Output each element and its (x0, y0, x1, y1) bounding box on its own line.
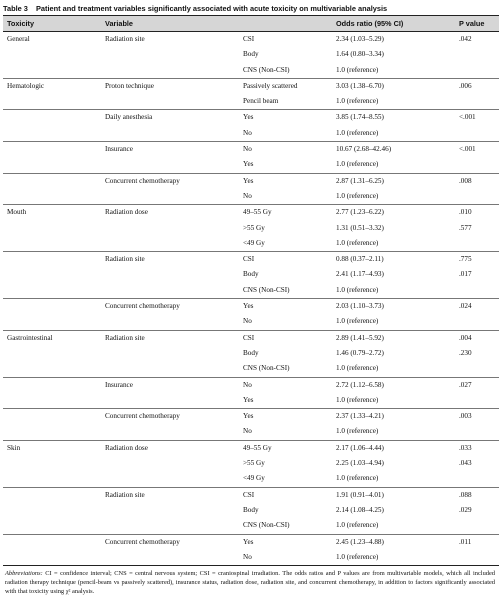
table-row (3, 63, 499, 78)
cell-p-value: .008 (459, 176, 472, 185)
table-number: Table 3 (3, 4, 28, 13)
cell-odds-ratio: 1.0 (reference) (336, 238, 379, 247)
cell-p-value: .006 (459, 81, 472, 90)
cell-p-value: .029 (459, 505, 472, 514)
cell-odds-ratio: 1.0 (reference) (336, 427, 379, 436)
table-row (3, 377, 499, 393)
table-row (3, 408, 499, 424)
table-row (3, 32, 499, 47)
cell-odds-ratio: 2.77 (1.23–6.22) (336, 208, 384, 217)
cell-odds-ratio: 1.64 (0.80–3.34) (336, 50, 384, 59)
table-row (3, 393, 499, 408)
cell-p-value: .017 (459, 270, 472, 279)
cell-toxicity: General (7, 35, 30, 43)
cell-p-value: <.001 (459, 113, 476, 122)
cell-p-value: .775 (459, 255, 472, 264)
table-figure (3, 2, 499, 596)
cell-odds-ratio: 10.67 (2.68–42.46) (336, 145, 392, 154)
footnote-lead: Abbreviations: (5, 570, 43, 578)
cell-level: Yes (243, 412, 254, 421)
cell-odds-ratio: 1.46 (0.79–2.72) (336, 348, 384, 357)
cell-level: >55 Gy (243, 459, 265, 468)
cell-level: >55 Gy (243, 223, 265, 232)
cell-odds-ratio: 2.87 (1.31–6.25) (336, 176, 384, 185)
cell-variable: Radiation dose (105, 208, 148, 217)
table-caption (3, 2, 499, 15)
table-row (3, 440, 499, 456)
cell-variable: Insurance (105, 380, 133, 389)
cell-level: Yes (243, 302, 254, 311)
cell-level: Body (243, 50, 259, 59)
cell-odds-ratio: 2.25 (1.03–4.94) (336, 459, 384, 468)
cell-variable: Radiation dose (105, 443, 148, 452)
cell-variable: Radiation site (105, 35, 145, 43)
cell-level: Body (243, 505, 259, 514)
cell-level: No (243, 552, 252, 561)
cell-odds-ratio: 2.34 (1.03–5.29) (336, 35, 384, 43)
cell-odds-ratio: 2.89 (1.41–5.92) (336, 333, 384, 342)
cell-level: 49–55 Gy (243, 443, 272, 452)
table-body (3, 32, 499, 565)
cell-level: CSI (243, 333, 255, 342)
cell-p-value: .042 (459, 35, 472, 43)
table-row (3, 173, 499, 189)
table-row (3, 78, 499, 94)
cell-variable: Radiation site (105, 255, 145, 264)
cell-level: <49 Gy (243, 238, 265, 247)
table-row (3, 534, 499, 550)
cell-level: CSI (243, 490, 255, 499)
table-row (3, 126, 499, 141)
cell-odds-ratio: 0.88 (0.37–2.11) (336, 255, 384, 264)
data-table (3, 15, 499, 566)
table-row (3, 361, 499, 376)
table-row (3, 346, 499, 361)
cell-level: No (243, 145, 252, 154)
cell-level: No (243, 128, 252, 137)
table-row (3, 424, 499, 439)
table-row (3, 298, 499, 314)
table-row (3, 267, 499, 282)
table-row (3, 314, 499, 329)
cell-level: Passively scattered (243, 81, 298, 90)
table-row (3, 109, 499, 125)
cell-level: No (243, 191, 252, 200)
cell-variable: Concurrent chemotherapy (105, 302, 180, 311)
cell-odds-ratio: 1.0 (reference) (336, 65, 379, 74)
header-odds-ratio: Odds ratio (95% CI) (336, 19, 404, 28)
cell-variable: Radiation site (105, 333, 145, 342)
table-row (3, 550, 499, 565)
cell-level: Yes (243, 113, 254, 122)
table-row (3, 251, 499, 267)
table-row (3, 189, 499, 204)
cell-variable: Radiation site (105, 490, 145, 499)
cell-level: Pencil beam (243, 97, 279, 106)
cell-level: 49–55 Gy (243, 208, 272, 217)
table-row (3, 94, 499, 109)
table-row (3, 456, 499, 471)
cell-level: No (243, 427, 252, 436)
table-row (3, 157, 499, 172)
cell-p-value: .027 (459, 380, 472, 389)
cell-odds-ratio: 2.03 (1.10–3.73) (336, 302, 384, 311)
cell-odds-ratio: 1.91 (0.91–4.01) (336, 490, 384, 499)
cell-odds-ratio: 2.41 (1.17–4.93) (336, 270, 384, 279)
cell-level: Body (243, 348, 259, 357)
cell-odds-ratio: 1.0 (reference) (336, 364, 379, 373)
cell-variable: Insurance (105, 145, 133, 154)
cell-p-value: .004 (459, 333, 472, 342)
cell-odds-ratio: 1.0 (reference) (336, 160, 379, 169)
header-toxicity: Toxicity (7, 19, 35, 28)
header-p-value: P value (459, 19, 485, 28)
cell-odds-ratio: 3.85 (1.74–8.55) (336, 113, 384, 122)
table-row (3, 487, 499, 503)
cell-p-value: .043 (459, 459, 472, 468)
cell-toxicity: Hematologic (7, 81, 45, 90)
table-row (3, 221, 499, 236)
table-row (3, 283, 499, 298)
cell-p-value: .003 (459, 412, 472, 421)
cell-odds-ratio: 1.0 (reference) (336, 191, 379, 200)
cell-odds-ratio: 1.0 (reference) (336, 552, 379, 561)
table-row (3, 236, 499, 251)
cell-variable: Concurrent chemotherapy (105, 412, 180, 421)
cell-level: CSI (243, 35, 255, 43)
cell-variable: Concurrent chemotherapy (105, 176, 180, 185)
cell-variable: Proton technique (105, 81, 154, 90)
table-footnote (3, 569, 499, 596)
cell-level: Yes (243, 176, 254, 185)
table-row (3, 141, 499, 157)
table-row (3, 471, 499, 486)
cell-variable: Daily anesthesia (105, 113, 153, 122)
cell-odds-ratio: 1.0 (reference) (336, 395, 379, 404)
cell-level: No (243, 317, 252, 326)
cell-p-value: .577 (459, 223, 472, 232)
cell-odds-ratio: 1.0 (reference) (336, 97, 379, 106)
cell-odds-ratio: 1.0 (reference) (336, 474, 379, 483)
table-row (3, 330, 499, 346)
cell-p-value: .088 (459, 490, 472, 499)
cell-odds-ratio: 1.0 (reference) (336, 285, 379, 294)
cell-odds-ratio: 1.0 (reference) (336, 521, 379, 530)
cell-level: Body (243, 270, 259, 279)
cell-level: CSI (243, 255, 255, 264)
table-row (3, 47, 499, 62)
cell-odds-ratio: 1.31 (0.51–3.32) (336, 223, 384, 232)
cell-toxicity: Gastrointestinal (7, 333, 53, 342)
table-row (3, 518, 499, 533)
footnote-text: CI = confidence interval; CNS = central nervous system; CSI = craniospinal irradiation. The odds ratios and P values are from multivariable models, which all included radiation therapy technique (pencil-beam vs passively scattered), insurance status, radiation dose, radiation site, and concurrent chemotherapy, in addition to factors significantly associated with that toxicity using χ² analysis. (5, 570, 495, 596)
cell-toxicity: Mouth (7, 208, 27, 217)
table-title: Patient and treatment variables significantly associated with acute toxicity on multivariable analysis (35, 4, 388, 13)
cell-toxicity: Skin (7, 443, 21, 452)
cell-odds-ratio: 3.03 (1.38–6.70) (336, 81, 384, 90)
cell-p-value: .024 (459, 302, 472, 311)
cell-level: Yes (243, 537, 254, 546)
header-variable: Variable (105, 19, 133, 28)
cell-level: CNS (Non-CSI) (243, 364, 290, 373)
cell-p-value: .033 (459, 443, 472, 452)
cell-odds-ratio: 2.14 (1.08–4.25) (336, 505, 384, 514)
cell-p-value: .010 (459, 208, 472, 217)
cell-level: CNS (Non-CSI) (243, 285, 290, 294)
table-row (3, 503, 499, 518)
cell-p-value: .011 (459, 537, 472, 546)
cell-odds-ratio: 2.17 (1.06–4.44) (336, 443, 384, 452)
cell-level: Yes (243, 160, 254, 169)
cell-p-value: .230 (459, 348, 472, 357)
cell-odds-ratio: 2.45 (1.23–4.88) (336, 537, 384, 546)
cell-level: No (243, 380, 252, 389)
cell-level: Yes (243, 395, 254, 404)
cell-level: CNS (Non-CSI) (243, 521, 290, 530)
table-row (3, 204, 499, 220)
cell-p-value: <.001 (459, 145, 476, 154)
cell-odds-ratio: 1.0 (reference) (336, 317, 379, 326)
cell-odds-ratio: 2.72 (1.12–6.58) (336, 380, 384, 389)
cell-level: <49 Gy (243, 474, 265, 483)
table-header-row (3, 16, 499, 32)
cell-odds-ratio: 2.37 (1.33–4.21) (336, 412, 384, 421)
cell-variable: Concurrent chemotherapy (105, 537, 180, 546)
cell-odds-ratio: 1.0 (reference) (336, 128, 379, 137)
cell-level: CNS (Non-CSI) (243, 65, 290, 74)
